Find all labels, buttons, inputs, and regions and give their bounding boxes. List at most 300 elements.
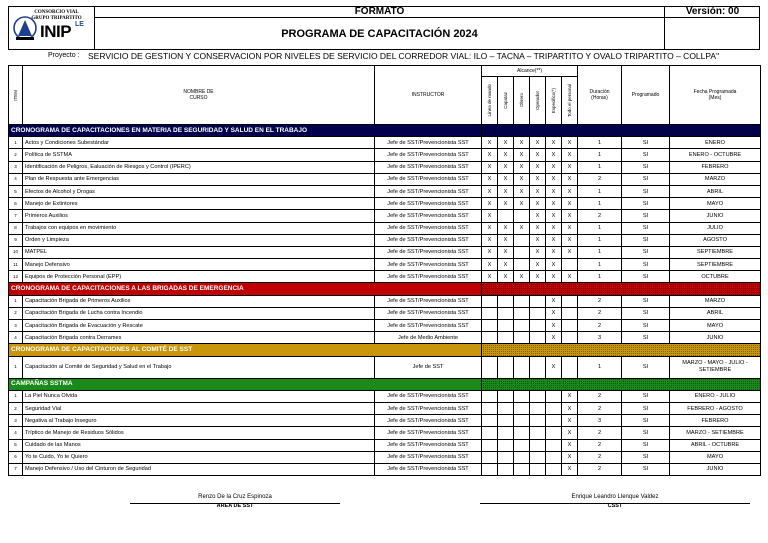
scheduled-value: SI [622, 149, 670, 161]
scope-mark: X [498, 185, 514, 197]
scheduled-value: SI [622, 271, 670, 283]
scope-mark: X [498, 222, 514, 234]
section-pattern [482, 283, 761, 295]
scope-mark [530, 356, 546, 378]
scheduled-value: SI [622, 198, 670, 210]
scope-mark [562, 295, 578, 307]
instructor-name: Jefe de SST/Prevencionista SST [375, 402, 482, 414]
col-scheduled: Programado [622, 66, 670, 125]
scope-mark [482, 402, 498, 414]
project-label: Proyecto : [48, 52, 80, 59]
scope-mark: X [546, 307, 562, 319]
scope-mark: X [562, 198, 578, 210]
course-name: Efectos de Alcohol y Drogas [23, 185, 375, 197]
scope-mark: X [482, 137, 498, 149]
duration-hours: 2 [578, 463, 622, 475]
scheduled-value: SI [622, 295, 670, 307]
scope-mark [562, 320, 578, 332]
scheduled-month: ENERO [670, 137, 761, 149]
scope-mark: X [562, 390, 578, 402]
item-number: 6 [9, 451, 23, 463]
section-title: CAMPAÑAS SSTMA [9, 378, 482, 390]
scope-mark: X [546, 210, 562, 222]
table-row [9, 271, 761, 283]
scope-mark: X [514, 137, 530, 149]
course-name: Capacitación Brigada contra Derrames [23, 332, 375, 344]
instructor-name: Jefe de Medio Ambiente [375, 332, 482, 344]
table-row [9, 149, 761, 161]
scope-mark: X [562, 234, 578, 246]
scope-mark: X [530, 246, 546, 258]
instructor-name: Jefe de SST/Prevencionista SST [375, 210, 482, 222]
table-row [9, 390, 761, 402]
course-name: Capacitación Brigada de Primeros Auxilios [23, 295, 375, 307]
scope-mark: X [562, 451, 578, 463]
table-row [9, 439, 761, 451]
scope-mark: X [546, 185, 562, 197]
scope-mark: X [498, 271, 514, 283]
scope-mark [498, 463, 514, 475]
table-row [9, 332, 761, 344]
scope-mark [530, 451, 546, 463]
table-row [9, 320, 761, 332]
instructor-name: Jefe de SST/Prevencionista SST [375, 439, 482, 451]
scope-mark [498, 415, 514, 427]
course-name: Equipos de Protección Personal (EPP) [23, 271, 375, 283]
scope-mark: X [562, 415, 578, 427]
scope-mark [482, 439, 498, 451]
scope-mark [562, 356, 578, 378]
scope-mark: X [498, 234, 514, 246]
course-name: Capacitación al Comité de Seguridad y Salud en el Trabajo [23, 356, 375, 378]
scope-mark: X [546, 173, 562, 185]
scope-mark: X [498, 198, 514, 210]
scheduled-value: SI [622, 439, 670, 451]
scope-mark [498, 210, 514, 222]
scope-mark: X [546, 356, 562, 378]
instructor-name: Jefe de SST [375, 356, 482, 378]
scope-mark: X [530, 173, 546, 185]
scope-mark: X [562, 271, 578, 283]
scope-mark: X [562, 161, 578, 173]
item-number: 4 [9, 173, 23, 185]
signature-name: Renzo De la Cruz Espinoza [198, 494, 272, 500]
scope-mark: X [562, 149, 578, 161]
item-number: 2 [9, 149, 23, 161]
scope-mark [514, 439, 530, 451]
table-row [9, 185, 761, 197]
duration-hours: 1 [578, 161, 622, 173]
scope-mark: X [530, 210, 546, 222]
scheduled-month: SEPTIEMBRE [670, 259, 761, 271]
col-scope-2: Obrero [514, 77, 530, 125]
scope-mark: X [530, 149, 546, 161]
instructor-name: Jefe de SST/Prevencionista SST [375, 259, 482, 271]
course-name: Actos y Condiciones Subestándar [23, 137, 375, 149]
item-number: 3 [9, 320, 23, 332]
scheduled-month: ABRIL [670, 307, 761, 319]
course-name: Tríptico de Manejo de Residuos Sólidos [23, 427, 375, 439]
scope-mark [482, 295, 498, 307]
section-header [9, 378, 761, 390]
scheduled-month: MARZO - MAYO - JULIO - SETIEMBRE [670, 356, 761, 378]
scope-mark: X [530, 222, 546, 234]
scope-mark: X [514, 198, 530, 210]
scope-mark [514, 259, 530, 271]
scope-mark [482, 415, 498, 427]
item-number: 1 [9, 390, 23, 402]
duration-hours: 2 [578, 295, 622, 307]
scope-mark [562, 259, 578, 271]
duration-hours: 1 [578, 356, 622, 378]
table-row [9, 198, 761, 210]
scheduled-value: SI [622, 161, 670, 173]
scope-mark: X [482, 234, 498, 246]
scope-mark [482, 427, 498, 439]
item-number: 1 [9, 295, 23, 307]
scope-mark: X [482, 210, 498, 222]
duration-hours: 1 [578, 246, 622, 258]
course-name: Yo te Cuido, Yo te Quiero [23, 451, 375, 463]
scheduled-value: SI [622, 137, 670, 149]
scheduled-month: AGOSTO [670, 234, 761, 246]
scope-mark [562, 332, 578, 344]
instructor-name: Jefe de SST/Prevencionista SST [375, 271, 482, 283]
scope-mark [482, 320, 498, 332]
scope-mark [530, 427, 546, 439]
page-title: PROGRAMA DE CAPACITACIÓN 2024 [95, 18, 665, 50]
item-number: 9 [9, 234, 23, 246]
scope-mark: X [546, 320, 562, 332]
col-instructor: INSTRUCTOR [375, 66, 482, 125]
item-number: 12 [9, 271, 23, 283]
scope-mark: X [514, 161, 530, 173]
scheduled-month: MAYO [670, 198, 761, 210]
scheduled-value: SI [622, 332, 670, 344]
section-title: CRONOGRAMA DE CAPACITACIONES AL COMITÉ DE SST [9, 344, 482, 356]
scope-mark [530, 390, 546, 402]
logo-line2: GRUPO TRIPARTITO [31, 16, 82, 21]
scope-mark: X [498, 161, 514, 173]
table-row [9, 222, 761, 234]
scope-mark: X [546, 149, 562, 161]
instructor-name: Jefe de SST/Prevencionista SST [375, 415, 482, 427]
scope-mark: X [530, 185, 546, 197]
scope-mark: X [498, 137, 514, 149]
scope-mark: X [530, 161, 546, 173]
course-name: Manejo Defensivo / Uso del Cinturon de Seguridad [23, 463, 375, 475]
scope-mark: X [562, 463, 578, 475]
scope-mark: X [562, 246, 578, 258]
scope-mark [482, 356, 498, 378]
duration-hours: 1 [578, 185, 622, 197]
scope-mark [498, 390, 514, 402]
section-pattern [482, 344, 761, 356]
course-name: Plan de Respuesta ante Emergencias [23, 173, 375, 185]
item-number: 11 [9, 259, 23, 271]
course-name: Capacitación Brigada de Lucha contra Incendio [23, 307, 375, 319]
item-number: 1 [9, 356, 23, 378]
scope-mark [514, 356, 530, 378]
col-scope-3: Operador [530, 77, 546, 125]
section-title: CRONOGRAMA DE CAPACITACIONES EN MATERIA DE SEGURIDAD Y SALUD EN EL TRABAJO [9, 125, 482, 137]
scheduled-month: MARZO [670, 295, 761, 307]
col-course: NOMBRE DE CURSO [23, 66, 375, 125]
duration-hours: 2 [578, 427, 622, 439]
scope-mark [514, 415, 530, 427]
scope-mark [498, 320, 514, 332]
item-number: 2 [9, 307, 23, 319]
col-scope-1: Capataz [498, 77, 514, 125]
course-name: Capacitación Brigada de Evacuación y Rescate [23, 320, 375, 332]
scheduled-value: SI [622, 451, 670, 463]
duration-hours: 1 [578, 198, 622, 210]
table-row [9, 234, 761, 246]
scope-mark [546, 439, 562, 451]
scope-mark [482, 390, 498, 402]
signature-role: AREA DE SST [216, 503, 254, 509]
duration-hours: 1 [578, 149, 622, 161]
table-row [9, 463, 761, 475]
instructor-name: Jefe de SST/Prevencionista SST [375, 137, 482, 149]
instructor-name: Jefe de SST/Prevencionista SST [375, 185, 482, 197]
instructor-name: Jefe de SST/Prevencionista SST [375, 463, 482, 475]
scheduled-month: FEBRERO - AGOSTO [670, 402, 761, 414]
scheduled-month: MAYO [670, 451, 761, 463]
scheduled-month: MAYO [670, 320, 761, 332]
instructor-name: Jefe de SST/Prevencionista SST [375, 198, 482, 210]
scope-mark: X [530, 259, 546, 271]
item-number: 7 [9, 210, 23, 222]
scope-mark [514, 307, 530, 319]
table-head [9, 66, 761, 125]
instructor-name: Jefe de SST/Prevencionista SST [375, 222, 482, 234]
scheduled-value: SI [622, 259, 670, 271]
scope-mark: X [482, 198, 498, 210]
logo-le: LE [75, 21, 84, 28]
scope-mark [562, 307, 578, 319]
instructor-name: Jefe de SST/Prevencionista SST [375, 427, 482, 439]
scheduled-value: SI [622, 246, 670, 258]
scope-mark: X [498, 259, 514, 271]
scope-mark: X [530, 271, 546, 283]
instructor-name: Jefe de SST/Prevencionista SST [375, 246, 482, 258]
scheduled-value: SI [622, 307, 670, 319]
scope-mark: X [498, 149, 514, 161]
scope-mark: X [546, 295, 562, 307]
scope-mark [514, 246, 530, 258]
course-name: MATPEL [23, 246, 375, 258]
instructor-name: Jefe de SST/Prevencionista SST [375, 320, 482, 332]
scheduled-month: JUNIO [670, 210, 761, 222]
scope-mark: X [498, 173, 514, 185]
scope-mark: X [530, 137, 546, 149]
item-number: 5 [9, 439, 23, 451]
scope-mark [514, 427, 530, 439]
scope-mark: X [514, 222, 530, 234]
scope-mark [546, 427, 562, 439]
scope-mark: X [546, 198, 562, 210]
scope-mark [514, 451, 530, 463]
scheduled-month: ENERO - JULIO [670, 390, 761, 402]
course-name: Identificación de Peligros, Ealuación de Riesgos y Control (IPERC) [23, 161, 375, 173]
scope-mark [530, 439, 546, 451]
scope-mark: X [546, 271, 562, 283]
scope-mark [546, 402, 562, 414]
scope-mark [498, 356, 514, 378]
scope-mark: X [514, 271, 530, 283]
scope-mark [498, 439, 514, 451]
scope-mark [482, 463, 498, 475]
section-header [9, 125, 761, 137]
instructor-name: Jefe de SST/Prevencionista SST [375, 173, 482, 185]
duration-hours: 2 [578, 390, 622, 402]
instructor-name: Jefe de SST/Prevencionista SST [375, 295, 482, 307]
instructor-name: Jefe de SST/Prevencionista SST [375, 149, 482, 161]
scheduled-month: JUNIO [670, 463, 761, 475]
table-row [9, 295, 761, 307]
course-name: Orden y Limpieza [23, 234, 375, 246]
scheduled-month: ABRIL [670, 185, 761, 197]
scope-mark: X [562, 222, 578, 234]
item-number: 6 [9, 198, 23, 210]
col-scope: Alcance(**) [482, 66, 578, 77]
table-row [9, 210, 761, 222]
scope-mark: X [514, 149, 530, 161]
course-name: Primeros Auxilios [23, 210, 375, 222]
scope-mark: X [562, 439, 578, 451]
scope-mark: X [562, 427, 578, 439]
course-name: Manejo Defensivo [23, 259, 375, 271]
scope-mark: X [546, 161, 562, 173]
item-number: 2 [9, 402, 23, 414]
duration-hours: 1 [578, 137, 622, 149]
table-body [9, 125, 761, 476]
table-row [9, 415, 761, 427]
logo-inip: INIP [40, 22, 72, 41]
table-row [9, 173, 761, 185]
scope-mark: X [562, 173, 578, 185]
scheduled-month: ENERO - OCTUBRE [670, 149, 761, 161]
col-scope-5: Todo el personal [562, 77, 578, 125]
scope-mark [530, 463, 546, 475]
scope-mark [514, 332, 530, 344]
item-number: 4 [9, 332, 23, 344]
version-label: Versión: 00 [685, 6, 740, 17]
scheduled-value: SI [622, 185, 670, 197]
scope-mark: X [546, 246, 562, 258]
scheduled-value: SI [622, 210, 670, 222]
signature-role: CSST [607, 503, 623, 509]
scope-mark [546, 463, 562, 475]
item-number: 3 [9, 415, 23, 427]
scope-mark [498, 451, 514, 463]
scope-mark [530, 307, 546, 319]
scope-mark [530, 415, 546, 427]
scope-mark: X [482, 259, 498, 271]
scope-mark [514, 390, 530, 402]
scope-mark: X [482, 222, 498, 234]
scope-mark: X [562, 137, 578, 149]
col-item: ITEM [9, 66, 23, 125]
scope-mark: X [482, 173, 498, 185]
course-name: Manejo de Extintores [23, 198, 375, 210]
duration-hours: 3 [578, 332, 622, 344]
duration-hours: 2 [578, 320, 622, 332]
format-label: FORMATO [95, 6, 665, 18]
scope-mark: X [482, 271, 498, 283]
scope-mark: X [482, 161, 498, 173]
scope-mark [546, 390, 562, 402]
scope-mark: X [498, 246, 514, 258]
scheduled-value: SI [622, 234, 670, 246]
section-pattern [482, 125, 761, 137]
col-scope-0: Línea de mando [482, 77, 498, 125]
scope-mark [482, 451, 498, 463]
scheduled-month: OCTUBRE [670, 271, 761, 283]
scheduled-month: FEBRERO [670, 415, 761, 427]
scope-mark: X [482, 246, 498, 258]
course-name: La Piel Nunca Olvida [23, 390, 375, 402]
scope-mark [498, 307, 514, 319]
scope-mark [514, 402, 530, 414]
duration-hours: 1 [578, 259, 622, 271]
col-scope-4: Especifico(*) [546, 77, 562, 125]
scope-mark [546, 451, 562, 463]
scope-mark [482, 332, 498, 344]
project-value: SERVICIO DE GESTION Y CONSERVACION POR NIVELES DE SERVICIO DEL CORREDOR VIAL: ILO – TACNA – TRIPARTITO Y OVALO TRIPARTITO – COLLPA" [88, 51, 720, 61]
course-name: Negativa al Trabajo Inseguro [23, 415, 375, 427]
scheduled-value: SI [622, 356, 670, 378]
scope-mark: X [546, 234, 562, 246]
item-number: 8 [9, 222, 23, 234]
scope-mark [514, 295, 530, 307]
scope-mark [498, 295, 514, 307]
item-number: 1 [9, 137, 23, 149]
scope-mark [530, 402, 546, 414]
duration-hours: 2 [578, 210, 622, 222]
duration-hours: 2 [578, 307, 622, 319]
scope-mark [546, 415, 562, 427]
scope-mark: X [546, 222, 562, 234]
scope-mark: X [482, 149, 498, 161]
duration-hours: 2 [578, 173, 622, 185]
instructor-name: Jefe de SST/Prevencionista SST [375, 451, 482, 463]
course-name: Trabajos con equipos en movimiento [23, 222, 375, 234]
scope-mark: X [514, 185, 530, 197]
scheduled-month: SEPTIEMBRE [670, 246, 761, 258]
table-row [9, 427, 761, 439]
scope-mark [514, 320, 530, 332]
scope-mark [514, 234, 530, 246]
scope-mark [514, 463, 530, 475]
table-row [9, 356, 761, 378]
section-title: CRONOGRAMA DE CAPACITACIONES A LAS BRIGADAS DE EMERGENCIA [9, 283, 482, 295]
scheduled-value: SI [622, 427, 670, 439]
scope-mark: X [530, 198, 546, 210]
scheduled-month: FEBRERO [670, 161, 761, 173]
item-number: 7 [9, 463, 23, 475]
table-row [9, 246, 761, 258]
scope-mark [530, 320, 546, 332]
duration-hours: 3 [578, 415, 622, 427]
scope-mark [498, 427, 514, 439]
table-row [9, 307, 761, 319]
scope-mark: X [562, 185, 578, 197]
table-row [9, 451, 761, 463]
training-table [8, 65, 761, 476]
table-row [9, 259, 761, 271]
